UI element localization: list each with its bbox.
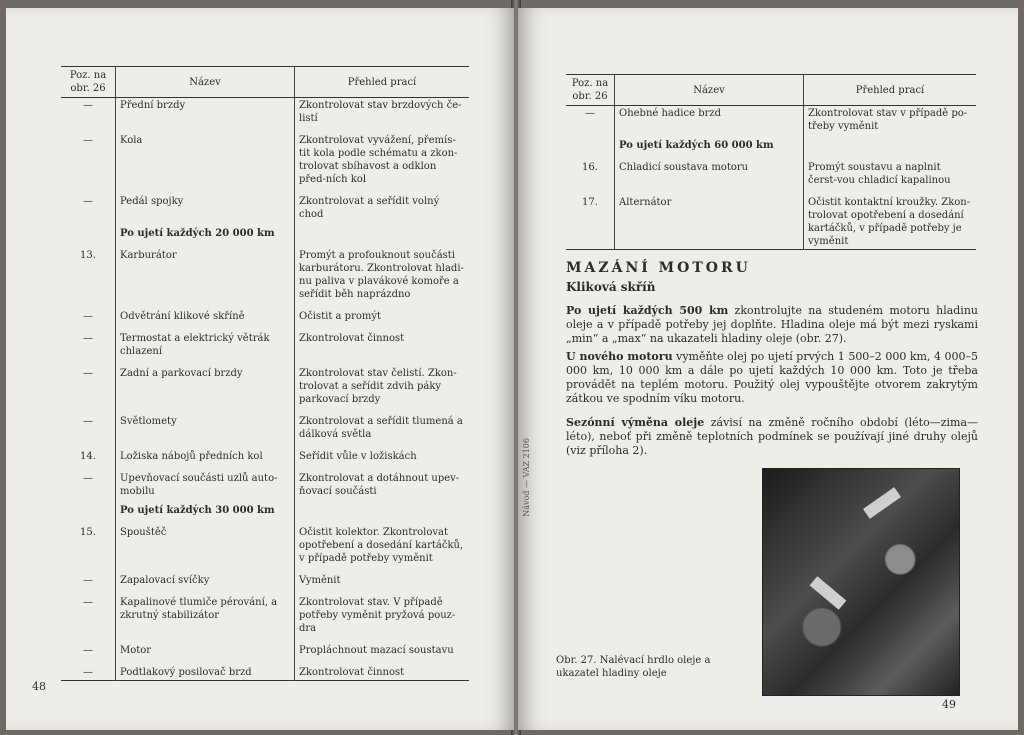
page-number-right: 49 [942, 698, 956, 711]
name-cell: Alternátor [615, 188, 804, 250]
table-row [61, 658, 469, 681]
name-cell: Zapalovací svíčky [116, 566, 295, 588]
position-cell: — [61, 187, 116, 222]
work-cell: Seřídit vůle v ložiskách [299, 451, 417, 462]
work-cell: Zkontrolovat stav v případě po-třeby vyměnit [808, 108, 968, 132]
paragraph-seasonal-oil [566, 416, 978, 458]
table-section-row [566, 134, 976, 153]
work-cell: Zkontrolovat a seřídit tlumená a dálková světla [299, 416, 463, 440]
arrow-icon [863, 487, 901, 519]
position-cell: 17. [566, 188, 615, 250]
table-row [61, 518, 469, 566]
paragraph-new-engine [566, 350, 978, 406]
work-cell: Zkontrolovat činnost [299, 667, 405, 678]
table-row [61, 359, 469, 407]
position-cell: 15. [61, 518, 116, 566]
engine-photo [762, 468, 960, 696]
section-subheading: Kliková skříň [566, 280, 656, 294]
table-row [61, 302, 469, 324]
position-cell: — [61, 407, 116, 442]
table-row [566, 153, 976, 188]
name-cell: Podtlakový posilovač brzd [116, 658, 295, 681]
table-row [61, 187, 469, 222]
name-cell: Kola [116, 126, 295, 187]
section-heading: MAZÁNÍ MOTORU [566, 260, 751, 276]
position-cell: — [61, 324, 116, 359]
work-cell: Očistit kontaktní kroužky. Zkon-trolovat opotřebení a dosedání kartáčků, v případě potřeby je vyměnit [808, 197, 971, 247]
paragraph-text: závisí na změně ročního období (léto—zima—léto), neboť při změně teplotních podmínek se používají jiné druhy olejů (viz příloha 2). [566, 416, 978, 457]
name-cell: Světlomety [116, 407, 295, 442]
table-cell [804, 134, 977, 153]
header-name: Název [116, 67, 295, 98]
name-cell: Spouštěč [116, 518, 295, 566]
work-cell: Očistit kolektor. Zkontrolovat opotřebení a dosedání kartáčků, v případě potřeby vyměnit [299, 527, 464, 564]
header-name: Název [615, 75, 804, 106]
table-row [61, 324, 469, 359]
name-cell: Upevňovací součásti uzlů auto-mobilu [116, 464, 295, 499]
paragraph-text: zkontrolujte na studeném motoru hladinu oleje a v případě potřeby jej doplňte. Hladina oleje má být mezi ryskami „min“ a „max“ na ukazateli hladiny oleje (obr. 27). [566, 304, 978, 345]
name-cell: Pedál spojky [116, 187, 295, 222]
table-row [61, 566, 469, 588]
table-section-row [61, 222, 469, 241]
work-cell: Očistit a promýt [299, 311, 382, 322]
position-cell: 16. [566, 153, 615, 188]
header-work: Přehled prací [295, 67, 470, 98]
work-cell: Zkontrolovat vyvážení, přemís-tit kola podle schématu a zkon-trolovat sbíhavost a odklon před-ních kol [299, 135, 458, 185]
work-cell: Zkontrolovat stav čelistí. Zkon-trolovat a seřídit zdvih páky parkovací brzdy [299, 368, 457, 405]
table-row [61, 588, 469, 636]
table-row [61, 126, 469, 187]
position-cell: — [61, 98, 116, 127]
position-cell: — [61, 302, 116, 324]
table-body [566, 106, 976, 250]
table-row [566, 106, 976, 135]
table-row [61, 241, 469, 302]
position-cell: 14. [61, 442, 116, 464]
work-cell: Zkontrolovat a seřídit volný chod [299, 196, 440, 220]
position-cell: — [61, 464, 116, 499]
header-position: Poz. na obr. 26 [61, 67, 116, 98]
name-cell: Chladicí soustava motoru [615, 153, 804, 188]
table-row [566, 188, 976, 250]
position-cell: — [566, 106, 615, 135]
figure-caption: Obr. 27. Nalévací hrdlo oleje a ukazatel hladiny oleje [556, 655, 711, 679]
table-header-row [566, 75, 976, 106]
section-label: Po ujetí každých 60 000 km [615, 134, 804, 153]
page-number-left: 48 [32, 680, 46, 693]
work-cell: Propláchnout mazací soustavu [299, 645, 454, 656]
work-cell: Promýt soustavu a naplnit čerst-vou chladicí kapalinou [808, 162, 951, 186]
paragraph-text: vyměňte olej po ujetí prvých 1 500–2 000 km, 4 000–5 000 km, 10 000 km a dále po ujetí každých 10 000 km. Toto je třeba provádět na teplém motoru. Použitý olej vypouštějte otvorem zakrytým zátkou ve spodním víku motoru. [566, 350, 979, 405]
table-cell [295, 499, 470, 518]
paragraph-lead: Po ujetí každých 500 km [566, 304, 729, 317]
section-label: Po ujetí každých 30 000 km [116, 499, 295, 518]
header-work: Přehled prací [804, 75, 977, 106]
position-cell: — [61, 566, 116, 588]
arrow-icon [810, 576, 847, 610]
name-cell: Karburátor [116, 241, 295, 302]
table-cell [566, 134, 615, 153]
position-cell: — [61, 658, 116, 681]
name-cell: Odvětrání klikové skříně [116, 302, 295, 324]
left-page [6, 8, 514, 730]
name-cell: Kapalinové tlumiče pérování, a zkrutný stabilizátor [116, 588, 295, 636]
paragraph-lead: U nového motoru [566, 350, 673, 363]
name-cell: Přední brzdy [116, 98, 295, 127]
position-cell: — [61, 588, 116, 636]
name-cell: Ložiska nábojů předních kol [116, 442, 295, 464]
name-cell: Motor [116, 636, 295, 658]
position-cell: — [61, 126, 116, 187]
right-page [518, 8, 1018, 730]
name-cell: Termostat a elektrický větrák chlazení [116, 324, 295, 359]
table-cell [61, 222, 116, 241]
maintenance-table-right [566, 74, 976, 250]
position-cell: — [61, 636, 116, 658]
position-cell: 13. [61, 241, 116, 302]
work-cell: Zkontrolovat stav. V případě potřeby vyměnit pryžová pouz-dra [299, 597, 456, 634]
table-row [61, 442, 469, 464]
paragraph-lead: Sezónní výměna oleje [566, 416, 705, 429]
header-position: Poz. na obr. 26 [566, 75, 615, 106]
paragraph-oil-level [566, 304, 978, 346]
name-cell: Zadní a parkovací brzdy [116, 359, 295, 407]
table-row [61, 464, 469, 499]
table-row [61, 407, 469, 442]
table-section-row [61, 499, 469, 518]
table-cell [295, 222, 470, 241]
maintenance-table-left [61, 66, 469, 681]
side-mark: Návod — VAZ 2106 [522, 438, 531, 517]
work-cell: Zkontrolovat činnost [299, 333, 405, 344]
section-label: Po ujetí každých 20 000 km [116, 222, 295, 241]
table-row [61, 98, 469, 127]
table-body [61, 98, 469, 681]
work-cell: Promýt a profouknout součásti karburátoru. Zkontrolovat hladi-nu paliva v plavákové komoře a seřídit běh naprázdno [299, 250, 464, 300]
position-cell: — [61, 359, 116, 407]
work-cell: Vyměnit [299, 575, 341, 586]
work-cell: Zkontrolovat stav brzdových če-listí [299, 100, 462, 124]
table-header-row [61, 67, 469, 98]
work-cell: Zkontrolovat a dotáhnout upev-ňovací součásti [299, 473, 460, 497]
name-cell: Ohebné hadice brzd [615, 106, 804, 135]
table-cell [61, 499, 116, 518]
table-row [61, 636, 469, 658]
